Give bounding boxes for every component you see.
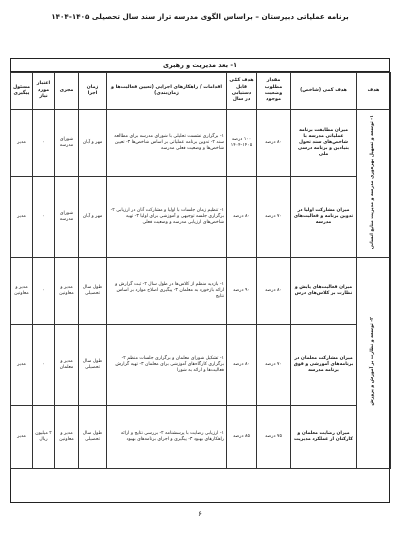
time-cell: مهر و آبان xyxy=(79,110,107,177)
target-cell: ۱۰۰ درصد ۱۴۰۵-۱۴۰۴ xyxy=(227,110,257,177)
actions-cell: ۱- ارزیابی رضایت با پرسشنامه ۲- بررسی نتایج و ارائه راهکارهای بهبود ۳- پیگیری و اجرای برنامه‌های بهبود xyxy=(107,406,227,469)
executor-cell: مدیر و معاونین xyxy=(55,406,79,469)
measure-cell: ۷۰ درصد xyxy=(257,325,291,406)
target-cell: ۸۵ درصد xyxy=(227,406,257,469)
actions-cell: ۱- تنظیم زمان جلسات با اولیا و مشارکت آنان در ارزیابی ۲- برگزاری جلسه توجیهی و آموزشی برای اولیا ۳- تهیه شاخص‌های ارزیابی مدرسه و وضعیت فعلی xyxy=(107,177,227,258)
measure-cell: ۷۵ درصد xyxy=(257,406,291,469)
header-executor: مجری xyxy=(55,73,79,110)
budget-cell: ۰ xyxy=(33,177,55,258)
header-objective: هدف کمی (شاخص) xyxy=(291,73,357,110)
responsible-cell: مدیر xyxy=(11,110,33,177)
actions-cell: ۱- برگزاری نشست تحلیلی با شورای مدرسه برای مطالعه سند ۲- تدوین برنامه عملیاتی بر اساس شاخص‌ها ۳- تعیین شاخص‌ها و وضعیت فعلی مدرسه xyxy=(107,110,227,177)
executor-cell: مدیر و معلمان xyxy=(55,325,79,406)
budget-cell: ۰ xyxy=(33,325,55,406)
actions-cell: ۱- بازدید منظم از کلاس‌ها در طول سال ۲- ثبت گزارش و ارائه بازخورد به معلمان ۳- پیگیری اصلاح موارد بر اساس نتایج xyxy=(107,258,227,325)
target-cell: ۸۰ درصد xyxy=(227,325,257,406)
table-header-row xyxy=(11,73,391,110)
header-responsible: مسئول پیگیری xyxy=(11,73,33,110)
table-row xyxy=(11,177,391,258)
goal-text: ۱- توسعه و تسهیل بهره‌وری مدرسه و مدیریت منابع انسانی xyxy=(370,114,376,250)
target-cell: ۹۰ درصد xyxy=(227,258,257,325)
operational-plan-table xyxy=(10,72,391,469)
objective-cell: میزان مطابقت برنامه عملیاتی مدرسه با شاخص‌های سند تحول بنیادین و برنامه درسی ملی xyxy=(291,110,357,177)
header-measure: مقدار مطلوب وضعیت موجود xyxy=(257,73,291,110)
table-row xyxy=(11,325,391,406)
goal-cell xyxy=(357,110,391,258)
executor-cell: شورای مدرسه xyxy=(55,110,79,177)
responsible-cell: مدیر و معاونین xyxy=(11,258,33,325)
time-cell: طول سال تحصیلی xyxy=(79,258,107,325)
time-cell: طول سال تحصیلی xyxy=(79,406,107,469)
objective-cell: میزان مشارکت معلمان در برنامه‌های آموزشی و فوق برنامه مدرسه xyxy=(291,325,357,406)
responsible-cell: مدیر xyxy=(11,325,33,406)
header-time: زمان اجرا xyxy=(79,73,107,110)
objective-cell: میزان مشارکت اولیا در تدوین برنامه و فعالیت‌های مدرسه xyxy=(291,177,357,258)
budget-cell: ۰ xyxy=(33,258,55,325)
executor-cell: شورای مدرسه xyxy=(55,177,79,258)
table-row xyxy=(11,258,391,325)
header-goal: هدف xyxy=(357,73,391,110)
goal-text: ۲- توسعه و نظارت بر آموزش و پرورش xyxy=(370,317,376,406)
objective-cell: میزان فعالیت‌های پایش و نظارت بر کلاس‌های درس xyxy=(291,258,357,325)
page-title: برنامه عملیاتی دبیرستان – براساس الگوی مدرسه تراز سند سال تحصیلی ۱۴۰۵-۱۴۰۴ xyxy=(51,12,349,21)
header-budget: اعتبار مورد نیاز xyxy=(33,73,55,110)
page-number: ۶ xyxy=(198,510,202,518)
header-target: هدف کمّی قابل دستیابی در سال xyxy=(227,73,257,110)
actions-cell: ۱- تشکیل شورای معلمان و برگزاری جلسات منظم ۲- برگزاری کارگاه‌های آموزشی برای معلمان ۳- تهیه گزارش فعالیت‌ها و ارائه به شورا xyxy=(107,325,227,406)
executor-cell: مدیر و معاونین xyxy=(55,258,79,325)
budget-cell: ۰ xyxy=(33,110,55,177)
budget-cell: ۲ میلیون ریال xyxy=(33,406,55,469)
measure-cell: ۷۰ درصد xyxy=(257,177,291,258)
table-row xyxy=(11,406,391,469)
objective-cell: میزان رضایت معلمان و کارکنان از عملکرد مدیریت xyxy=(291,406,357,469)
section-title: ۱- بعد مدیریت و رهبری xyxy=(10,58,390,72)
header-actions: اقدامات / راهکارهای اجرایی (تعیین فعالیت‌ها و زمان‌بندی) xyxy=(107,73,227,110)
responsible-cell: مدیر xyxy=(11,406,33,469)
table-row xyxy=(11,110,391,177)
measure-cell: ۸۰ درصد xyxy=(257,110,291,177)
time-cell: مهر و آبان xyxy=(79,177,107,258)
time-cell: طول سال تحصیلی xyxy=(79,325,107,406)
goal-cell xyxy=(357,258,391,469)
target-cell: ۸۰ درصد xyxy=(227,177,257,258)
responsible-cell: مدیر xyxy=(11,177,33,258)
measure-cell: ۸۰ درصد xyxy=(257,258,291,325)
